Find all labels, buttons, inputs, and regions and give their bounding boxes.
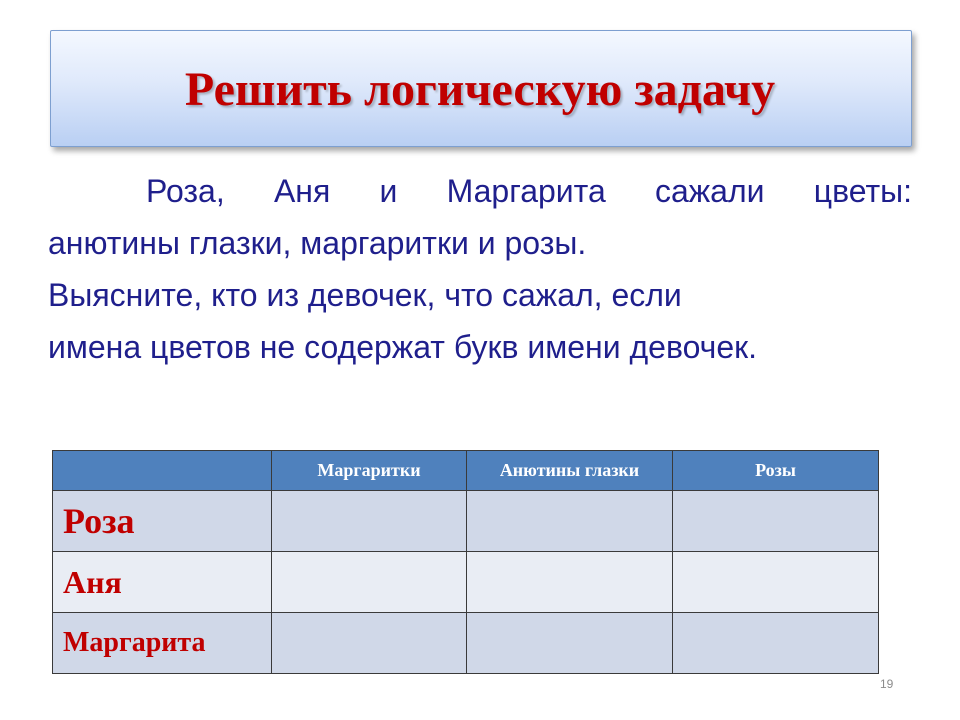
problem-text <box>48 165 912 373</box>
table-header-row <box>53 451 879 491</box>
table-cell[interactable] <box>272 552 467 613</box>
page-number: 19 <box>880 677 894 691</box>
table-row <box>53 552 879 613</box>
logic-table <box>52 450 879 674</box>
problem-line-3: Выясните, кто из девочек, что сажал, если <box>48 277 682 313</box>
problem-line-2: анютины глазки, маргаритки и розы. <box>48 225 587 261</box>
table-cell[interactable] <box>467 552 673 613</box>
header-anyutiny-glazki: Анютины глазки <box>467 451 673 491</box>
table-cell[interactable] <box>467 613 673 674</box>
header-margaritki: Маргаритки <box>272 451 467 491</box>
table-cell[interactable] <box>673 613 879 674</box>
table-cell[interactable] <box>272 491 467 552</box>
problem-line-4: имена цветов не содержат букв имени девочек. <box>48 329 758 365</box>
table-cell[interactable] <box>272 613 467 674</box>
table-row <box>53 491 879 552</box>
table-cell[interactable] <box>673 491 879 552</box>
table-row <box>53 613 879 674</box>
row-name-margarita: Маргарита <box>53 613 272 674</box>
row-name-anya: Аня <box>53 552 272 613</box>
problem-line-1: Роза, Аня и Маргарита сажали цветы: <box>146 173 912 209</box>
header-rozy: Розы <box>673 451 879 491</box>
table-cell[interactable] <box>467 491 673 552</box>
row-name-roza: Роза <box>53 491 272 552</box>
slide-title: Решить логическую задачу <box>184 63 776 116</box>
table-cell[interactable] <box>673 552 879 613</box>
header-corner-cell <box>53 451 272 491</box>
